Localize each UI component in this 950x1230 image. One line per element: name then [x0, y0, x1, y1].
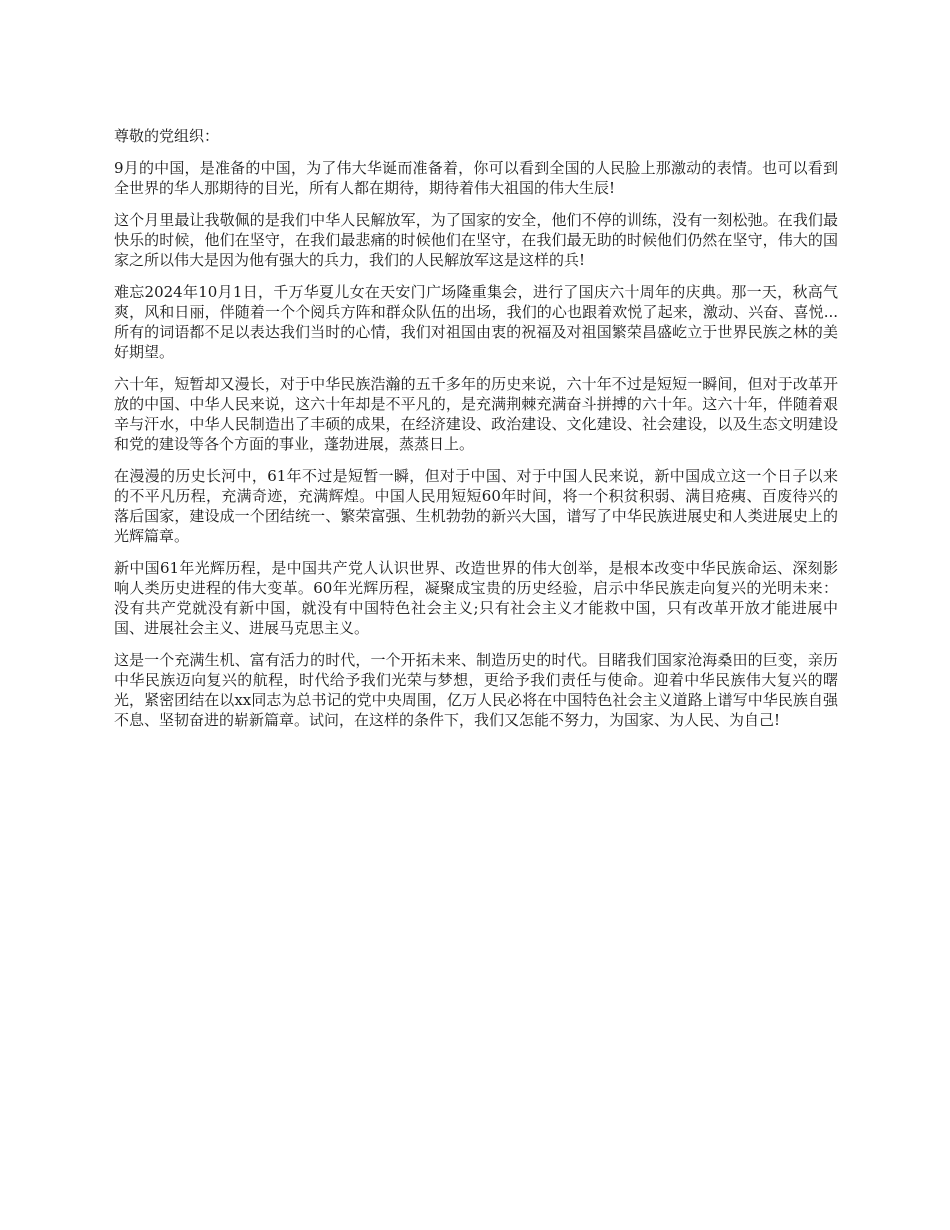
paragraph-7: 这是一个充满生机、富有活力的时代，一个开拓未来、制造历史的时代。目睹我们国家沧海桑田的巨变，亲历中华民族迈向复兴的航程，时代给予我们光荣与梦想，更给予我们责任与使命。迎着中华民族伟大复兴的曙光，紧密团结在以xx同志为总书记的党中央周围，亿万人民必将在中国特色社会主义道路上谱写中华民族自强不息、坚韧奋进的崭新篇章。试问，在这样的条件下，我们又怎能不努力，为国家、为人民、为自己!: [114, 651, 838, 729]
paragraph-2: 这个月里最让我敬佩的是我们中华人民解放军，为了国家的安全，他们不停的训练，没有一刻松弛。在我们最快乐的时候，他们在坚守，在我们最悲痛的时候他们在坚守，在我们最无助的时候他们仍然在坚守，伟大的国家之所以伟大是因为他有强大的兵力，我们的人民解放军这是这样的兵!: [114, 211, 838, 269]
paragraph-4: 六十年，短暂却又漫长，对于中华民族浩瀚的五千多年的历史来说，六十年不过是短短一瞬间，但对于改革开放的中国、中华人民来说，这六十年却是不平凡的，是充满荆棘充满奋斗拼搏的六十年。这六十年，伴随着艰辛与汗水，中华人民制造出了丰硕的成果，在经济建设、政治建设、文化建设、社会建设，以及生态文明建设和党的建设等各个方面的事业，蓬勃进展，蒸蒸日上。: [114, 375, 838, 453]
paragraph-5: 在漫漫的历史长河中，61年不过是短暂一瞬，但对于中国、对于中国人民来说，新中国成立这一个日子以来的不平凡历程，充满奇迹，充满辉煌。中国人民用短短60年时间，将一个积贫积弱、满目疮痍、百废待兴的落后国家，建设成一个团结统一、繁荣富强、生机勃勃的新兴大国，谱写了中华民族进展史和人类进展史上的光辉篇章。: [114, 467, 838, 545]
document-body: [114, 126, 838, 742]
salutation: 尊敬的党组织：: [114, 127, 220, 145]
paragraph-6: 新中国61年光辉历程，是中国共产党人认识世界、改造世界的伟大创举，是根本改变中华民族命运、深刻影响人类历史进程的伟大变革。60年光辉历程，凝聚成宝贵的历史经验，启示中华民族走向复兴的光明未来：没有共产党就没有新中国，就没有中国特色社会主义;只有社会主义才能救中国，只有改革开放才能进展中国、进展社会主义、进展马克思主义。: [114, 559, 838, 637]
paragraph-1: 9月的中国，是准备的中国，为了伟大华诞而准备着，你可以看到全国的人民脸上那激动的表情。也可以看到全世界的华人那期待的目光，所有人都在期待，期待着伟大祖国的伟大生辰!: [114, 159, 838, 197]
paragraph-3: 难忘2024年10月1日，千万华夏儿女在天安门广场隆重集会，进行了国庆六十周年的庆典。那一天，秋高气爽，风和日丽，伴随着一个个阅兵方阵和群众队伍的出场，我们的心也跟着欢悦了起来，激动、兴奋、喜悦...所有的词语都不足以表达我们当时的心情，我们对祖国由衷的祝福及对祖国繁荣昌盛屹立于世界民族之林的美好期望。: [114, 283, 838, 361]
